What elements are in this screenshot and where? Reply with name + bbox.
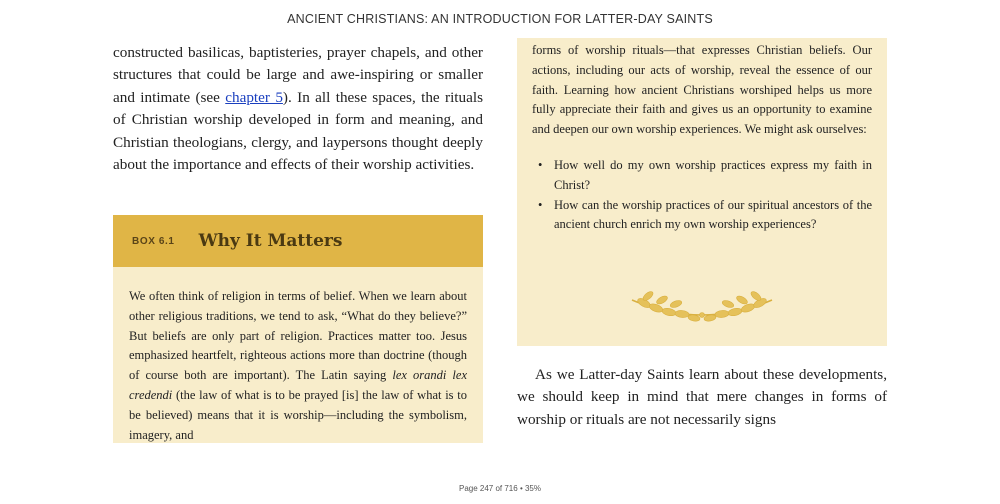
body-paragraph: As we Latter-day Saints learn about these developments, we should keep in mind that mere changes in forms of worship or rituals are not necessarily signs	[517, 366, 887, 428]
question-list	[532, 156, 872, 235]
box-title: Why It Matters	[198, 231, 343, 251]
box-paragraph	[129, 287, 467, 443]
box-text-part-2: (the law of what is to be prayed [is] the law of what is to be believed) means that it is worship—including the symbolism, imagery, and	[129, 387, 467, 442]
box-text-part-1: We often think of religion in terms of belief. When we learn about other religious traditions, we tend to ask, “What do they believe?” But beliefs are only part of religion. Practices matter too. Jesus emphasized heartfelt, righteous actions more than doctrine (though of course both are important). The Latin saying	[129, 289, 467, 383]
laurel-ornament-icon	[517, 290, 887, 329]
reading-progress: 35%	[524, 484, 541, 493]
box-body	[113, 267, 483, 443]
right-column	[517, 364, 887, 431]
box-continuation	[517, 38, 887, 346]
body-paragraph	[113, 42, 483, 176]
page-footer	[0, 484, 1000, 493]
footer-separator: •	[519, 484, 523, 493]
bullet-icon: •	[538, 197, 543, 212]
chapter-link[interactable]: chapter 5	[225, 88, 283, 106]
paragraph-text-end: ). In all these spaces, the rituals of Christian worship developed in form and meaning, and Christian theologians, clergy, and laypersons thought deeply about the importance and effects of their worship activities.	[113, 88, 483, 174]
list-item	[538, 156, 872, 196]
paragraph-text-start: constructed basilicas, baptisteries, prayer chapels, and other structures that could be large and awe-inspiring or smaller and intimate (see	[113, 44, 483, 106]
latin-phrase: lex orandi lex credendi	[129, 368, 467, 402]
box-continuation-paragraph: forms of worship rituals—that expresses Christian beliefs. Our actions, including our acts of worship, reveal the essence of our faith. Learning how ancient Christians worshiped helps us more fully appreciate their faith and gives us an opportunity to examine and deepen our own worship experiences. We might ask ourselves:	[532, 43, 872, 137]
running-header: ANCIENT CHRISTIANS: AN INTRODUCTION FOR LATTER-DAY SAINTS	[287, 12, 713, 26]
list-item-text: How well do my own worship practices express my faith in Christ?	[554, 157, 872, 192]
left-column	[113, 42, 483, 176]
sidebar-box	[113, 215, 483, 443]
list-item	[538, 196, 872, 236]
page-number: Page 247 of 716	[458, 484, 518, 493]
bullet-icon: •	[538, 157, 543, 172]
box-label: BOX 6.1	[132, 235, 175, 247]
list-item-text: How can the worship practices of our spiritual ancestors of the ancient church enrich my own worship experiences?	[554, 197, 872, 232]
box-header	[113, 215, 483, 267]
